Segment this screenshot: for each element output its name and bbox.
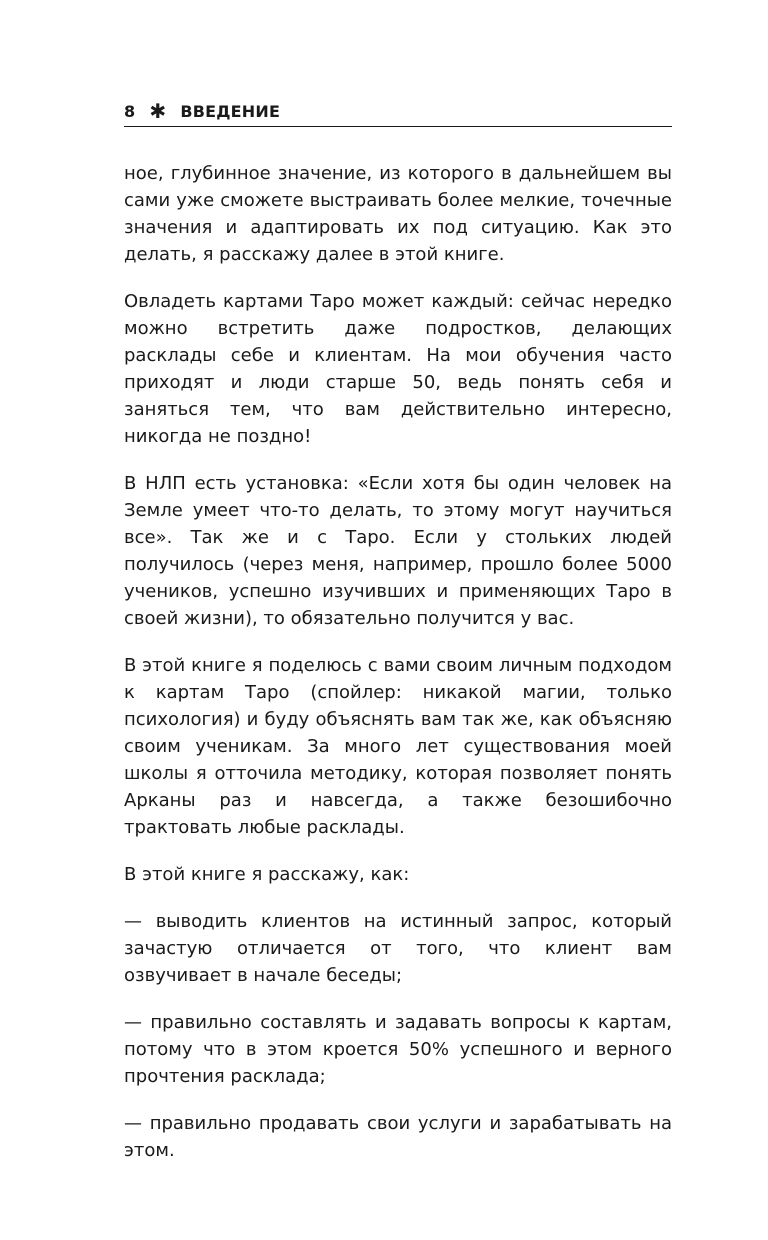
running-header	[124, 96, 672, 127]
paragraph-4: В этой книге я поделюсь с вами своим личным подходом к картам Таро (спойлер: никакой магии, только психология) и буду объяснять вам так же, как объясняю своим ученикам. За много лет существования моей школы я отточила методику, которая позволяет понять Арканы раз и навсегда, а также безошибочно трактовать любые расклады.	[124, 655, 672, 838]
list-item-3: — правильно продавать свои услуги и зарабатывать на этом.	[124, 1113, 672, 1161]
section-title: ВВЕДЕНИЕ	[180, 101, 281, 121]
list-item-1: — выводить клиентов на истинный запрос, который зачастую отличается от того, что клиент вам озвучивает в начале беседы;	[124, 911, 672, 986]
asterisk-icon: ✱	[149, 99, 167, 123]
body-text	[124, 160, 672, 1164]
paragraph-3: В НЛП есть установка: «Если хотя бы один человек на Земле умеет что-то делать, то этому могут научиться все». Так же и с Таро. Если у стольких людей получилось (через меня, например, прошло более 5000 учеников, успешно изучивших и применяющих Таро в своей жизни), то обязательно получится у вас.	[124, 473, 672, 629]
paragraph-5: В этой книге я расскажу, как:	[124, 864, 410, 885]
page-number: 8	[124, 101, 136, 121]
paragraph-2: Овладеть картами Таро может каждый: сейчас нередко можно встретить даже подростков, делающих расклады себе и клиентам. На мои обучения часто приходят и люди старше 50, ведь понять себя и заняться тем, что вам действительно интересно, никогда не поздно!	[124, 291, 672, 447]
paragraph-1: ное, глубинное значение, из которого в дальнейшем вы сами уже сможете выстраивать более мелкие, точечные значения и адаптировать их под ситуацию. Как это делать, я расскажу далее в этой книге.	[124, 163, 672, 265]
list-item-2: — правильно составлять и задавать вопросы к картам, потому что в этом кроется 50% успешного и верного прочтения расклада;	[124, 1012, 672, 1087]
